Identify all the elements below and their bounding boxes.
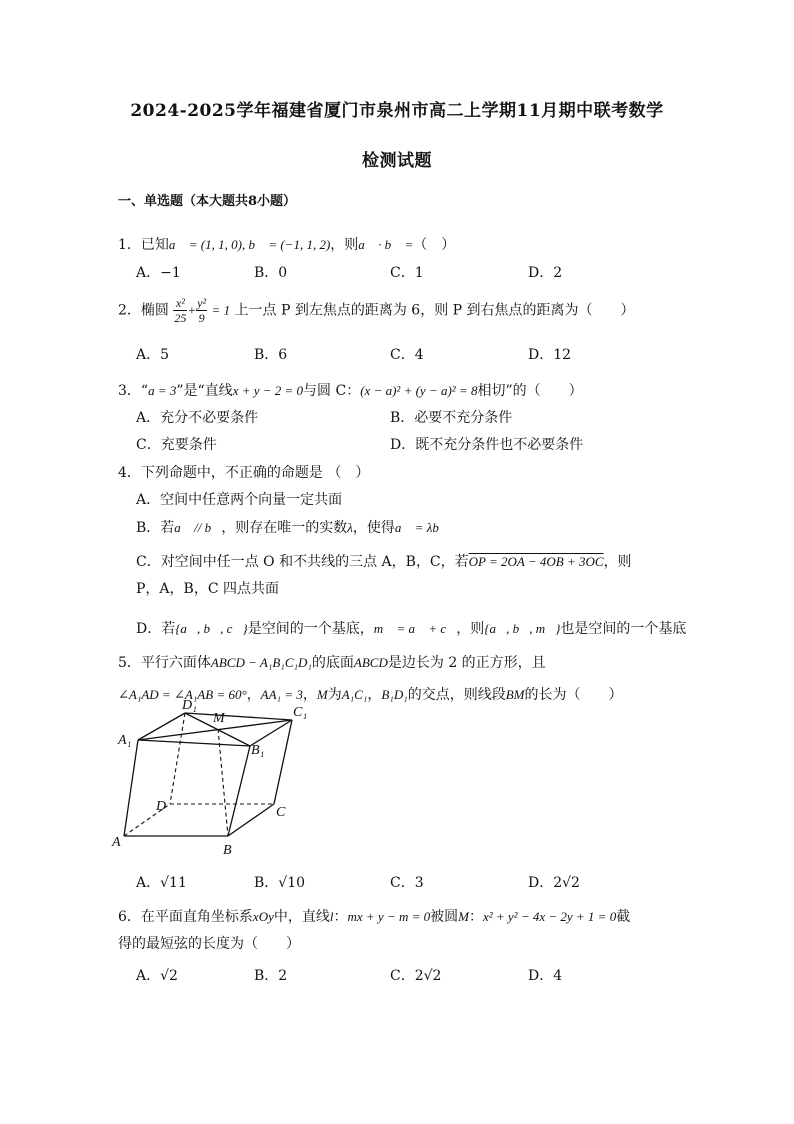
question-1: 1．已知a⃗ = (1, 1, 0), b⃗ = (−1, 1, 2)，则a⃗ · b⃗ =（ ） (118, 237, 456, 253)
q2-option-d: D．12 (528, 347, 572, 363)
q2-option-b: B．6 (254, 347, 288, 363)
q2-option-c: C．4 (390, 347, 424, 363)
section-heading: 一、单选题（本大题共8小题） (118, 194, 297, 209)
question-4: 4．下列命题中，不正确的命题是 （ ） (118, 465, 370, 481)
fraction-x2-25: $\frac{\text{x²}}{25}$ (174, 296, 187, 325)
q3-option-c: C．充要条件 (136, 437, 217, 453)
edge-c1-c (274, 720, 292, 804)
q3-option-b: B．必要不充分条件 (390, 410, 513, 426)
fraction-y2-9: $\frac{\text{y²}}{9}$ (197, 296, 207, 325)
edge-b1-a1 (138, 740, 250, 746)
q4-option-b: B．若a⃗ // b⃗，则存在唯一的实数λ，使得a⃗ = λb⃗ (136, 520, 450, 536)
q6-option-a: A．√2 (136, 968, 178, 984)
edge-a1-a (124, 740, 138, 836)
hidden-edge-d1-d (170, 713, 185, 804)
q6-option-b: B．2 (254, 968, 288, 984)
label-b1: B₁ (251, 743, 265, 758)
q1-option-d: D．2 (528, 265, 563, 281)
label-d: D (156, 799, 167, 814)
edge-d1-c1 (185, 713, 292, 720)
edge-a1-d1 (138, 713, 185, 740)
q1-option-b: B．0 (254, 265, 288, 281)
document-title-line1: 2024-2025学年福建省厦门市泉州市高二上学期11月期中联考数学 (130, 101, 664, 121)
q5-option-b: B．√10 (254, 875, 306, 891)
parallelepiped-figure (110, 696, 325, 860)
q5-option-c: C．3 (390, 875, 424, 891)
q6-option-d: D．4 (528, 968, 563, 984)
question-5-line2: ∠A₁AD = ∠A₁AB = 60°，AA₁ = 3，M为A₁C₁，B₁D₁的交点，则线段BM的长为（ ） (118, 687, 623, 703)
question-6: 6．在平面直角坐标系xOy中，直线l：mx + y − m = 0被圆M：x² + y² − 4x − 2y + 1 = 0截 (118, 909, 631, 925)
q4-option-c: C．对空间中任一点 O 和不共线的三点 A，B，C，若OP = 2OA − 4OB + 3OC，则 (136, 554, 632, 570)
q4-option-c-line2: P，A，B，C 四点共面 (136, 581, 279, 597)
q4-option-d: D．若{a⃗, b⃗, c⃗}是空间的一个基底，m⃗ = a⃗ + c⃗，则{a⃗, b⃗, m⃗}也是空间的一个基底 (136, 621, 687, 637)
q4-option-a: A．空间中任意两个向量一定共面 (136, 492, 343, 508)
q3-option-d: D．既不充分条件也不必要条件 (390, 437, 584, 453)
label-c: C (276, 805, 286, 820)
label-m: M (213, 711, 225, 726)
q1-option-c: C．1 (390, 265, 424, 281)
question-2: 2．椭圆 $\frac{\text{x²}}{25}$ + $\frac{\text{y²}}{9}$ = 1 上一点 P 到左焦点的距离为 6，则 P 到右焦点的距离为（ ） (118, 296, 635, 325)
q1-option-a: A．−1 (136, 265, 181, 281)
question-3: 3．“a = 3”是“直线x + y − 2 = 0与圆 C：(x − a)² + (y − a)² = 8相切”的（ ） (118, 383, 583, 399)
q5-option-d: D．2√2 (528, 875, 580, 891)
label-d1: D₁ (182, 698, 197, 713)
q6-option-c: C．2√2 (390, 968, 442, 984)
label-b: B (223, 843, 232, 858)
question-5: 5．平行六面体ABCD − A₁B₁C₁D₁的底面ABCD是边长为 2 的正方形，且 (118, 655, 546, 671)
q2-option-a: A．5 (136, 347, 170, 363)
label-a: A (112, 835, 121, 850)
q3-option-a: A．充分不必要条件 (136, 410, 259, 426)
label-c1: C₁ (293, 705, 308, 720)
label-a1: A₁ (118, 733, 132, 748)
question-6-line2: 得的最短弦的长度为（ ） (118, 936, 300, 952)
q5-option-a: A．√11 (136, 875, 187, 891)
document-title-line2: 检测试题 (362, 151, 432, 171)
